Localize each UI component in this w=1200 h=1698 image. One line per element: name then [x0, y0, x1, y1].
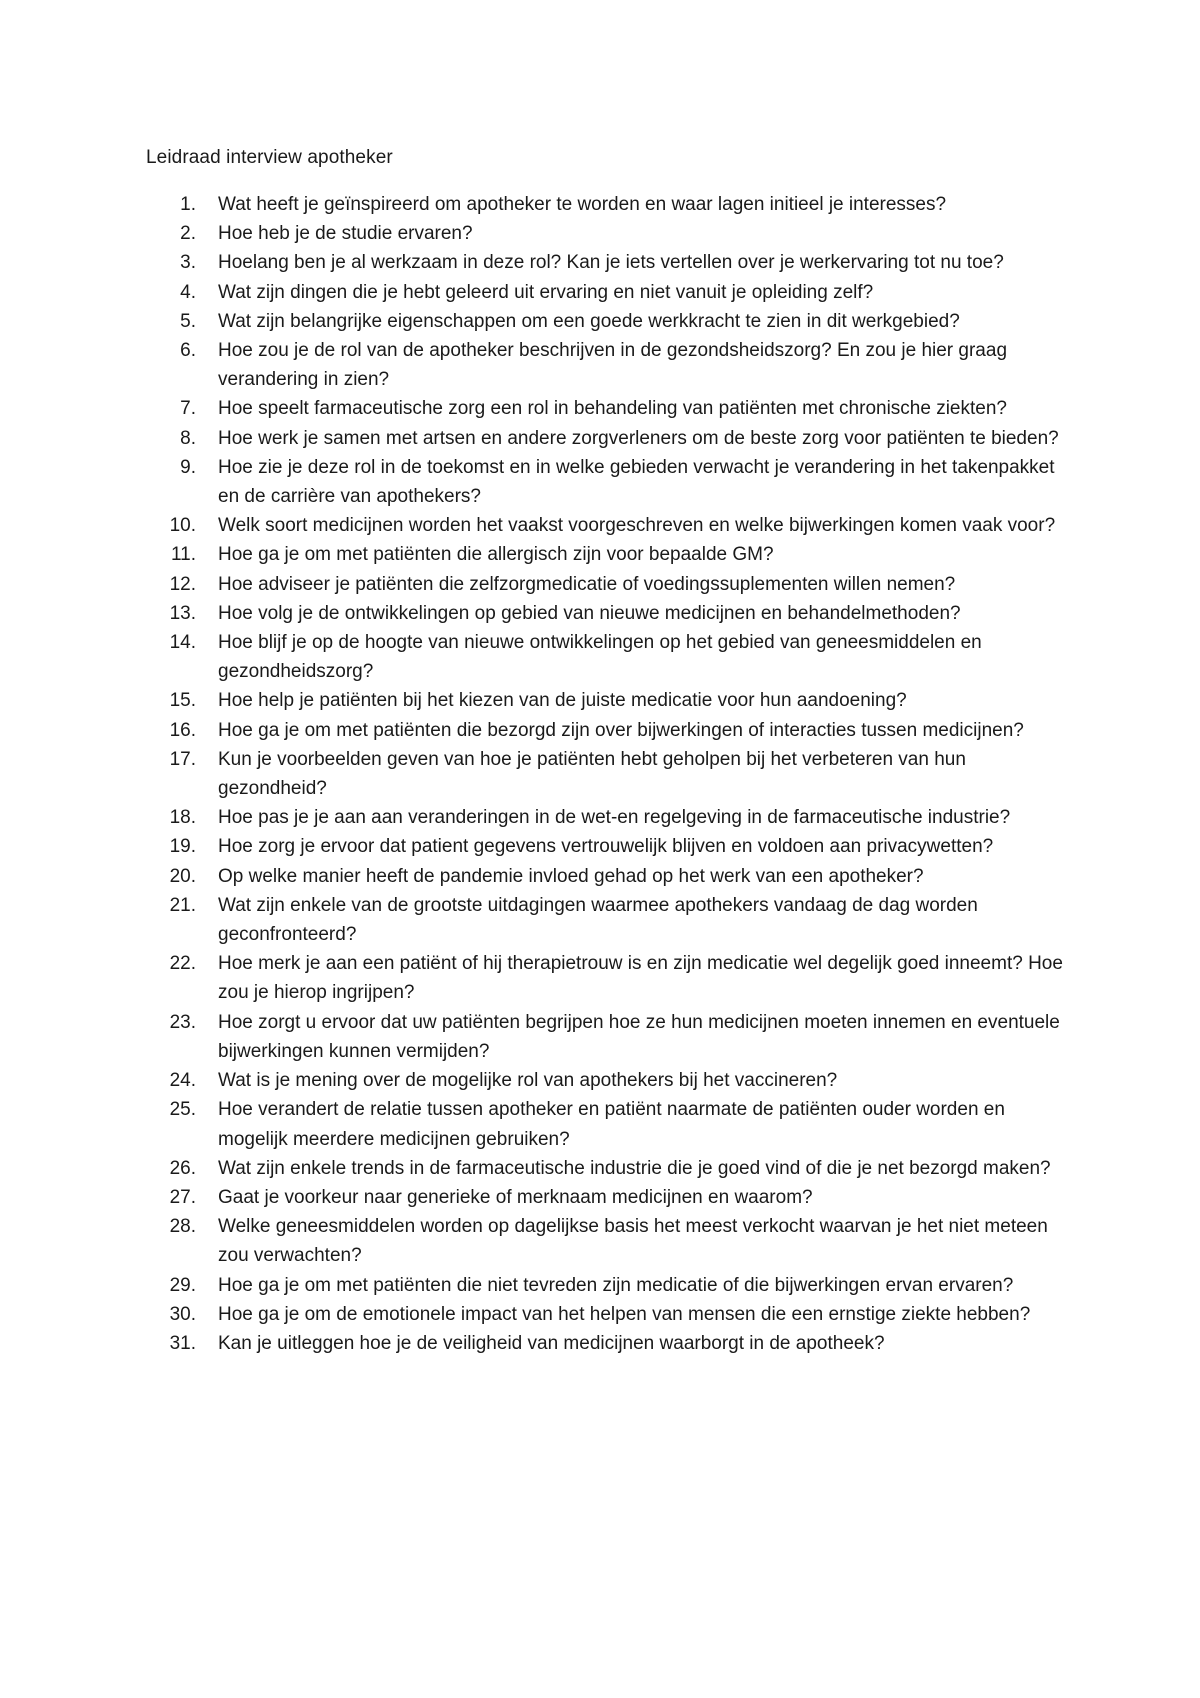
- question-text: Hoe verandert de relatie tussen apotheker en patiënt naarmate de patiënten ouder worden en mogelijk meerdere medicijnen gebruiken?: [218, 1099, 1005, 1150]
- question-item: [0, 1329, 1068, 1358]
- question-number: 6.: [180, 340, 196, 362]
- question-number: 31.: [169, 1332, 196, 1354]
- question-number: 14.: [169, 632, 196, 654]
- question-item: [0, 949, 1068, 1007]
- question-text: Wat zijn enkele van de grootste uitdagingen waarmee apothekers vandaag de dag worden geconfronteerd?: [218, 894, 978, 946]
- question-number: 9.: [180, 456, 196, 478]
- question-text: Welk soort medicijnen worden het vaakst voorgeschreven en welke bijwerkingen komen vaak voor?: [218, 515, 1056, 537]
- question-item: [0, 1300, 1068, 1329]
- document-title: Leidraad interview apotheker: [146, 147, 393, 168]
- question-text: Hoe heb je de studie ervaren?: [218, 223, 473, 245]
- question-item: [0, 745, 1068, 803]
- question-text: Gaat je voorkeur naar generieke of merknaam medicijnen en waarom?: [218, 1186, 813, 1208]
- question-item: [0, 686, 1068, 715]
- question-number: 10.: [169, 515, 196, 537]
- question-item: [0, 307, 1068, 336]
- question-text: Hoelang ben je al werkzaam in deze rol? Kan je iets vertellen over je werkervaring tot nu toe?: [218, 252, 1004, 274]
- question-text: Hoe ga je om met patiënten die allergisch zijn voor bepaalde GM?: [218, 544, 774, 566]
- question-item: [0, 1183, 1068, 1212]
- question-text: Hoe blijf je op de hoogte van nieuwe ontwikkelingen op het gebied van geneesmiddelen en gezondheidszorg?: [218, 632, 982, 683]
- question-number: 4.: [180, 281, 196, 303]
- question-text: Hoe zorg je ervoor dat patient gegevens vertrouwelijk blijven en voldoen aan privacywetten?: [218, 836, 994, 858]
- question-item: [0, 1154, 1068, 1183]
- question-number: 5.: [180, 310, 196, 332]
- question-item: [0, 1008, 1068, 1066]
- question-number: 15.: [169, 690, 196, 712]
- question-text: Hoe ga je om met patiënten die bezorgd zijn over bijwerkingen of interacties tussen medicijnen?: [218, 719, 1024, 741]
- question-number: 20.: [169, 865, 196, 887]
- question-item: [0, 832, 1068, 861]
- question-item: [0, 599, 1068, 628]
- question-text: Op welke manier heeft de pandemie invloed gehad op het werk van een apotheker?: [218, 865, 924, 887]
- question-text: Hoe zou je de rol van de apotheker beschrijven in de gezondsheidszorg? En zou je hier graag verandering in zien?: [218, 340, 1008, 391]
- question-number: 25.: [169, 1099, 196, 1121]
- question-number: 18.: [169, 807, 196, 829]
- question-number: 13.: [169, 602, 196, 624]
- question-item: [0, 803, 1068, 832]
- question-text: Kan je uitleggen hoe je de veiligheid van medicijnen waarborgt in de apotheek?: [218, 1332, 885, 1354]
- question-text: Hoe speelt farmaceutische zorg een rol in behandeling van patiënten met chronische ziekten?: [218, 398, 1007, 420]
- question-text: Wat zijn dingen die je hebt geleerd uit ervaring en niet vanuit je opleiding zelf?: [218, 281, 874, 303]
- question-text: Hoe zorgt u ervoor dat uw patiënten begrijpen hoe ze hun medicijnen moeten innemen en eventuele bijwerkingen kunnen vermijden?: [218, 1011, 1060, 1062]
- question-number: 2.: [180, 223, 196, 245]
- question-item: [0, 394, 1068, 423]
- question-item: [0, 248, 1068, 277]
- question-item: [0, 540, 1068, 569]
- question-number: 23.: [169, 1011, 196, 1033]
- question-text: Hoe merk je aan een patiënt of hij therapietrouw is en zijn medicatie wel degelijk goed inneemt? Hoe zou je hierop ingrijpen?: [218, 953, 1063, 1004]
- question-number: 11.: [170, 544, 196, 566]
- question-item: [0, 862, 1068, 891]
- question-text: Wat zijn belangrijke eigenschappen om een goede werkkracht te zien in dit werkgebied?: [218, 310, 960, 332]
- question-text: Hoe volg je de ontwikkelingen op gebied van nieuwe medicijnen en behandelmethoden?: [218, 602, 961, 624]
- question-text: Hoe help je patiënten bij het kiezen van de juiste medicatie voor hun aandoening?: [218, 690, 907, 712]
- question-text: Welke geneesmiddelen worden op dagelijkse basis het meest verkocht waarvan je het niet meteen zou verwachten?: [218, 1216, 1048, 1267]
- question-number: 30.: [169, 1303, 196, 1325]
- question-text: Hoe zie je deze rol in de toekomst en in welke gebieden verwacht je verandering in het takenpakket en de carrière van apothekers?: [218, 456, 1055, 508]
- question-number: 3.: [180, 252, 196, 274]
- question-text: Wat heeft je geïnspireerd om apotheker te worden en waar lagen initieel je interesses?: [218, 194, 947, 215]
- question-number: 8.: [180, 427, 196, 449]
- question-item: [0, 336, 1068, 394]
- question-text: Hoe ga je om de emotionele impact van het helpen van mensen die een ernstige ziekte hebben?: [218, 1303, 1031, 1325]
- question-number: 21.: [169, 894, 196, 916]
- question-number: 26.: [169, 1157, 196, 1179]
- question-text: Hoe adviseer je patiënten die zelfzorgmedicatie of voedingssuplementen willen nemen?: [218, 573, 956, 595]
- question-text: Kun je voorbeelden geven van hoe je patiënten hebt geholpen bij het verbeteren van hun gezondheid?: [218, 748, 966, 800]
- question-text: Wat zijn enkele trends in de farmaceutische industrie die je goed vind of die je net bezorgd maken?: [218, 1157, 1051, 1179]
- question-number: 24.: [169, 1070, 196, 1092]
- question-item: [0, 424, 1068, 453]
- question-item: [0, 716, 1068, 745]
- question-number: 27.: [169, 1186, 196, 1208]
- question-number: 28.: [169, 1216, 196, 1238]
- question-list: [0, 190, 1200, 1358]
- question-item: [0, 1271, 1068, 1300]
- question-item: [0, 1095, 1068, 1153]
- question-item: [0, 453, 1068, 511]
- question-item: [0, 219, 1068, 248]
- question-number: 29.: [169, 1274, 196, 1296]
- question-number: 1.: [180, 194, 196, 215]
- question-text: Hoe werk je samen met artsen en andere zorgverleners om de beste zorg voor patiënten te bieden?: [218, 427, 1059, 449]
- question-number: 12.: [169, 573, 196, 595]
- question-number: 17.: [169, 748, 196, 770]
- question-number: 19.: [169, 836, 196, 858]
- question-item: [0, 1066, 1068, 1095]
- question-item: [0, 278, 1068, 307]
- question-item: [0, 628, 1068, 686]
- question-text: Hoe pas je je aan aan veranderingen in de wet-en regelgeving in de farmaceutische industrie?: [218, 807, 1011, 829]
- question-item: [0, 891, 1068, 949]
- question-text: Hoe ga je om met patiënten die niet tevreden zijn medicatie of die bijwerkingen ervan ervaren?: [218, 1274, 1014, 1296]
- question-number: 22.: [169, 953, 196, 975]
- question-item: [0, 1212, 1068, 1270]
- question-number: 16.: [169, 719, 196, 741]
- question-item: [0, 511, 1068, 540]
- question-number: 7.: [180, 398, 196, 420]
- question-item: [0, 570, 1068, 599]
- question-item: [0, 190, 1068, 219]
- question-text: Wat is je mening over de mogelijke rol van apothekers bij het vaccineren?: [218, 1070, 838, 1092]
